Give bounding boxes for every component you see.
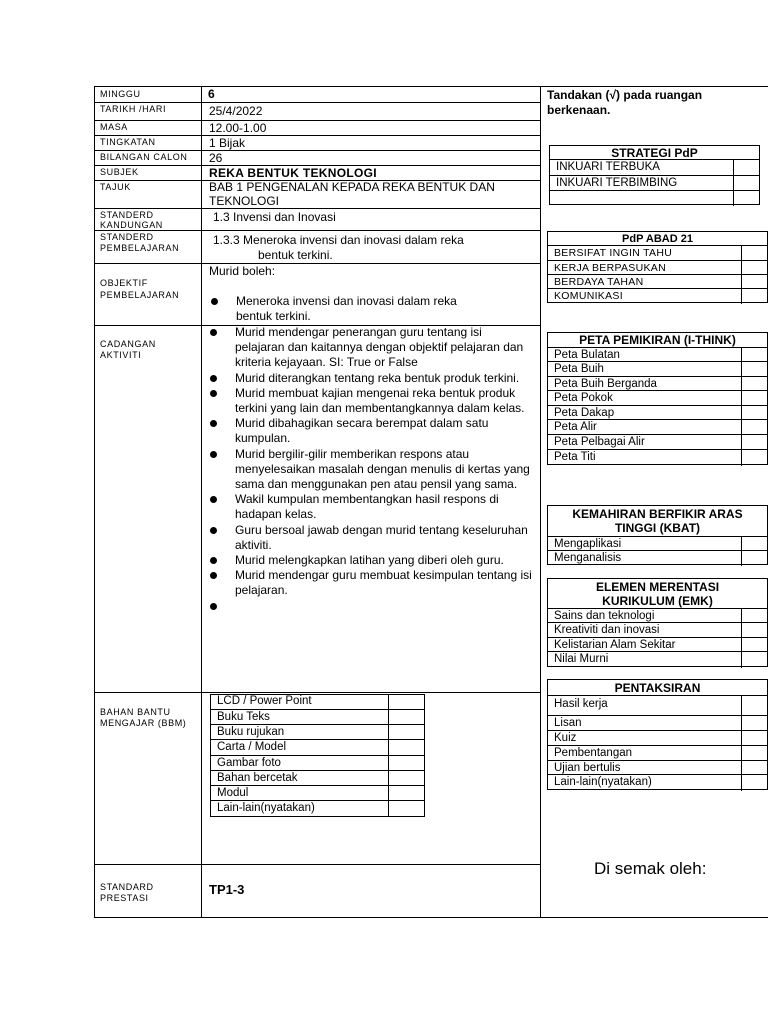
tick-cell [741,695,742,716]
pentaksiran-item-label: Kuiz [554,732,577,744]
tick-cell [741,651,742,668]
pentaksiran-item-label: Hasil kerja [554,698,608,710]
tajuk-value-line1: BAB 1 PENGENALAN KEPADA REKA BENTUK DAN [209,180,495,194]
bbm-item-label: Bahan bercetak [217,772,298,784]
row-line [94,150,540,151]
list-item: Wakil kumpulan membentangkan hasil respons di hadapan kelas. [208,492,534,522]
aktiviti-list [208,325,534,614]
strategi-row[interactable] [550,190,759,206]
ithink-item-label: Peta Bulatan [554,349,620,361]
emk-item-label: Sains dan teknologi [554,610,655,622]
ithink-table [547,332,768,465]
tarikh-label: TARIKH /HARI [100,104,167,114]
subjek-value: REKA BENTUK TEKNOLOGI [209,166,377,180]
abad21-row[interactable] [548,288,767,304]
tick-cell [741,390,742,406]
list-item-empty [208,599,534,614]
bbm-item-label: Lain-lain(nyatakan) [217,802,315,814]
standerd-pembelajaran-label-1: STANDERD [100,232,154,242]
pentaksiran-title: PENTAKSIRAN [614,681,701,695]
emk-row[interactable] [548,622,767,638]
ithink-item-label: Peta Pokok [554,392,613,404]
standerd-kandungan-label-2: KANDUNGAN [100,220,163,230]
bbm-item-label: Buku rujukan [217,726,285,738]
list-item: Murid mendengar penerangan guru tentang isi pelajaran dan kaitannya dengan objektif pelajaran dan kriteria kejayaan. SI: True or False [208,325,534,371]
strategi-item-label: INKUARI TERBIMBING [556,177,678,189]
column-divider-left [201,86,202,918]
tick-cell [741,774,742,791]
kbat-table [547,505,768,565]
objektif-item-line2: bentuk terkini. [236,309,311,323]
row-line [94,120,540,121]
masa-label: MASA [100,122,128,132]
pentaksiran-row[interactable] [548,715,767,731]
emk-item-label: Kreativiti dan inovasi [554,624,660,636]
tick-cell [741,622,742,638]
emk-table [547,578,768,667]
strategi-item-label: INKUARI TERBUKA [556,161,660,173]
list-item: Murid diterangkan tentang reka bentuk produk terkini. [208,371,534,386]
ithink-title: PETA PEMIKIRAN (I-THINK) [579,333,736,347]
ithink-row[interactable] [548,449,767,466]
pentaksiran-item-label: Ujian bertulis [554,762,621,774]
tingkatan-label: TINGKATAN [100,137,156,147]
ithink-item-label: Peta Buih [554,363,604,375]
ithink-row[interactable] [548,390,767,406]
kbat-title-line2: TINGGI (KBAT) [614,521,701,535]
instruction-line2: berkenaan. [547,103,611,117]
emk-row[interactable] [548,651,767,668]
bbm-item-label: LCD / Power Point [217,695,312,707]
strategi-row[interactable] [550,159,759,176]
tick-cell [741,419,742,435]
bbm-item-label: Buku Teks [217,711,270,723]
subjek-label: SUBJEK [100,167,139,177]
pentaksiran-table [547,679,768,790]
ithink-item-label: Peta Dakap [554,407,615,419]
row-line [94,263,540,264]
pentaksiran-row[interactable] [548,695,767,716]
bbm-row[interactable] [211,800,424,817]
standerd-pembelajaran-label-2: PEMBELAJARAN [100,243,180,253]
tick-cell [741,361,742,377]
row-line [94,692,540,693]
pentaksiran-row[interactable] [548,774,767,791]
bilangan-calon-label: BILANGAN CALON [100,152,188,162]
ithink-row[interactable] [548,419,767,435]
minggu-label: MINGGU [100,89,141,99]
list-item: Murid melengkapkan latihan yang diberi oleh guru. [208,553,534,568]
column-divider-right [540,86,541,918]
pentaksiran-row[interactable] [548,745,767,761]
bbm-label-2: MENGAJAR (BBM) [100,718,187,728]
bbm-item-label: Gambar foto [217,757,281,769]
bbm-row[interactable] [211,694,424,710]
objektif-item-line1: Meneroka invensi dan inovasi dalam reka [236,294,457,308]
kbat-title-line1: KEMAHIRAN BERFIKIR ARAS [572,507,743,521]
bbm-label-1: BAHAN BANTU [100,707,171,717]
list-item: Guru bersoal jawab dengan murid tentang keseluruhan aktiviti. [208,523,534,553]
pentaksiran-item-label: Lisan [554,717,582,729]
emk-item-label: Nilai Murni [554,653,609,665]
abad21-item-label: KOMUNIKASI [554,290,623,302]
tick-cell [741,434,742,450]
abad21-item-label: BERSIFAT INGIN TAHU [554,247,673,259]
abad21-item-label: BERDAYA TAHAN [554,276,644,288]
objektif-label-2: PEMBELAJARAN [100,290,180,300]
masa-value: 12.00-1.00 [209,121,267,135]
tick-cell [741,245,742,261]
objektif-intro: Murid boleh: [209,264,276,278]
minggu-value: 6 [208,87,215,101]
tick-cell [741,730,742,746]
abad21-row[interactable] [548,245,767,261]
prestasi-value: TP1-3 [209,882,245,897]
tingkatan-value: 1 Bijak [209,136,246,150]
bbm-table [210,694,425,817]
list-item: Murid membuat kajian mengenai reka bentuk produk terkini yang lain dan membentangkannya dalam kelas. [208,386,534,416]
row-line [94,102,540,103]
instruction-line1: Tandakan (√) pada ruangan [547,88,703,102]
standerd-pembelajaran-value-1: 1.3.3 Meneroka invensi dan inovasi dalam reka [213,233,464,247]
kbat-item-label: Menganalisis [554,552,622,564]
bullet-icon [211,298,218,305]
row-line [94,135,540,136]
tick-cell [741,288,742,304]
strategi-title: STRATEGI PdP [611,146,698,160]
semak-label: Di semak oleh: [594,859,707,878]
tick-cell [741,745,742,761]
bbm-row[interactable] [211,739,424,756]
ithink-item-label: Peta Titi [554,451,596,463]
tick-cell [741,550,742,566]
aktiviti-label-2: AKTIVITI [100,350,142,360]
strategi-row[interactable] [550,175,759,191]
tick-cell [733,159,734,176]
ithink-row[interactable] [548,361,767,377]
bilangan-calon-value: 26 [209,151,223,165]
tajuk-value-line2: TEKNOLOGI [209,194,280,208]
ithink-item-label: Peta Pelbagai Alir [554,436,645,448]
tajuk-label: TAJUK [100,182,131,192]
row-line [94,864,540,865]
prestasi-label-1: STANDARD [100,882,154,892]
kbat-item-label: Mengaplikasi [554,538,622,550]
ithink-row[interactable] [548,434,767,450]
tick-cell [733,190,734,206]
ithink-item-label: Peta Buih Berganda [554,378,657,390]
kbat-row[interactable] [548,550,767,566]
tick-cell [741,449,742,466]
list-item: Murid mendengar guru membuat kesimpulan tentang isi pelajaran. [208,568,534,598]
bbm-item-label: Modul [217,787,249,799]
standerd-pembelajaran-value-2: bentuk terkini. [258,248,333,262]
emk-title-line1: ELEMEN MERENTASI [595,580,720,594]
pentaksiran-row[interactable] [548,730,767,746]
ithink-item-label: Peta Alir [554,421,597,433]
list-item: Murid dibahagikan secara berempat dalam satu kumpulan. [208,416,534,446]
strategi-table [549,145,760,205]
abad21-table [547,231,768,303]
pentaksiran-item-label: Lain-lain(nyatakan) [554,776,652,788]
emk-title-line2: KURIKULUM (EMK) [602,594,713,608]
pentaksiran-item-label: Pembentangan [554,747,633,759]
tarikh-value: 25/4/2022 [209,104,263,118]
aktiviti-label-1: CADANGAN [100,339,156,349]
tick-cell [733,175,734,191]
row-line [94,208,540,209]
standerd-kandungan-label-1: STANDERD [100,210,154,220]
prestasi-label-2: PRESTASI [100,893,149,903]
standerd-kandungan-value: 1.3 Invensi dan Inovasi [213,210,336,224]
bbm-item-label: Carta / Model [217,741,287,753]
abad21-title: PdP ABAD 21 [622,233,693,245]
objektif-label-1: OBJEKTIF [100,278,148,288]
list-item: Murid bergilir-gilir memberikan respons atau menyelesaikan masalah dengan menulis di kertas yang sama dan menggunakan pen atau pensil yang sama. [208,447,534,493]
emk-item-label: Kelistarian Alam Sekitar [554,639,676,651]
abad21-item-label: KERJA BERPASUKAN [554,262,666,274]
tick-cell [741,715,742,731]
